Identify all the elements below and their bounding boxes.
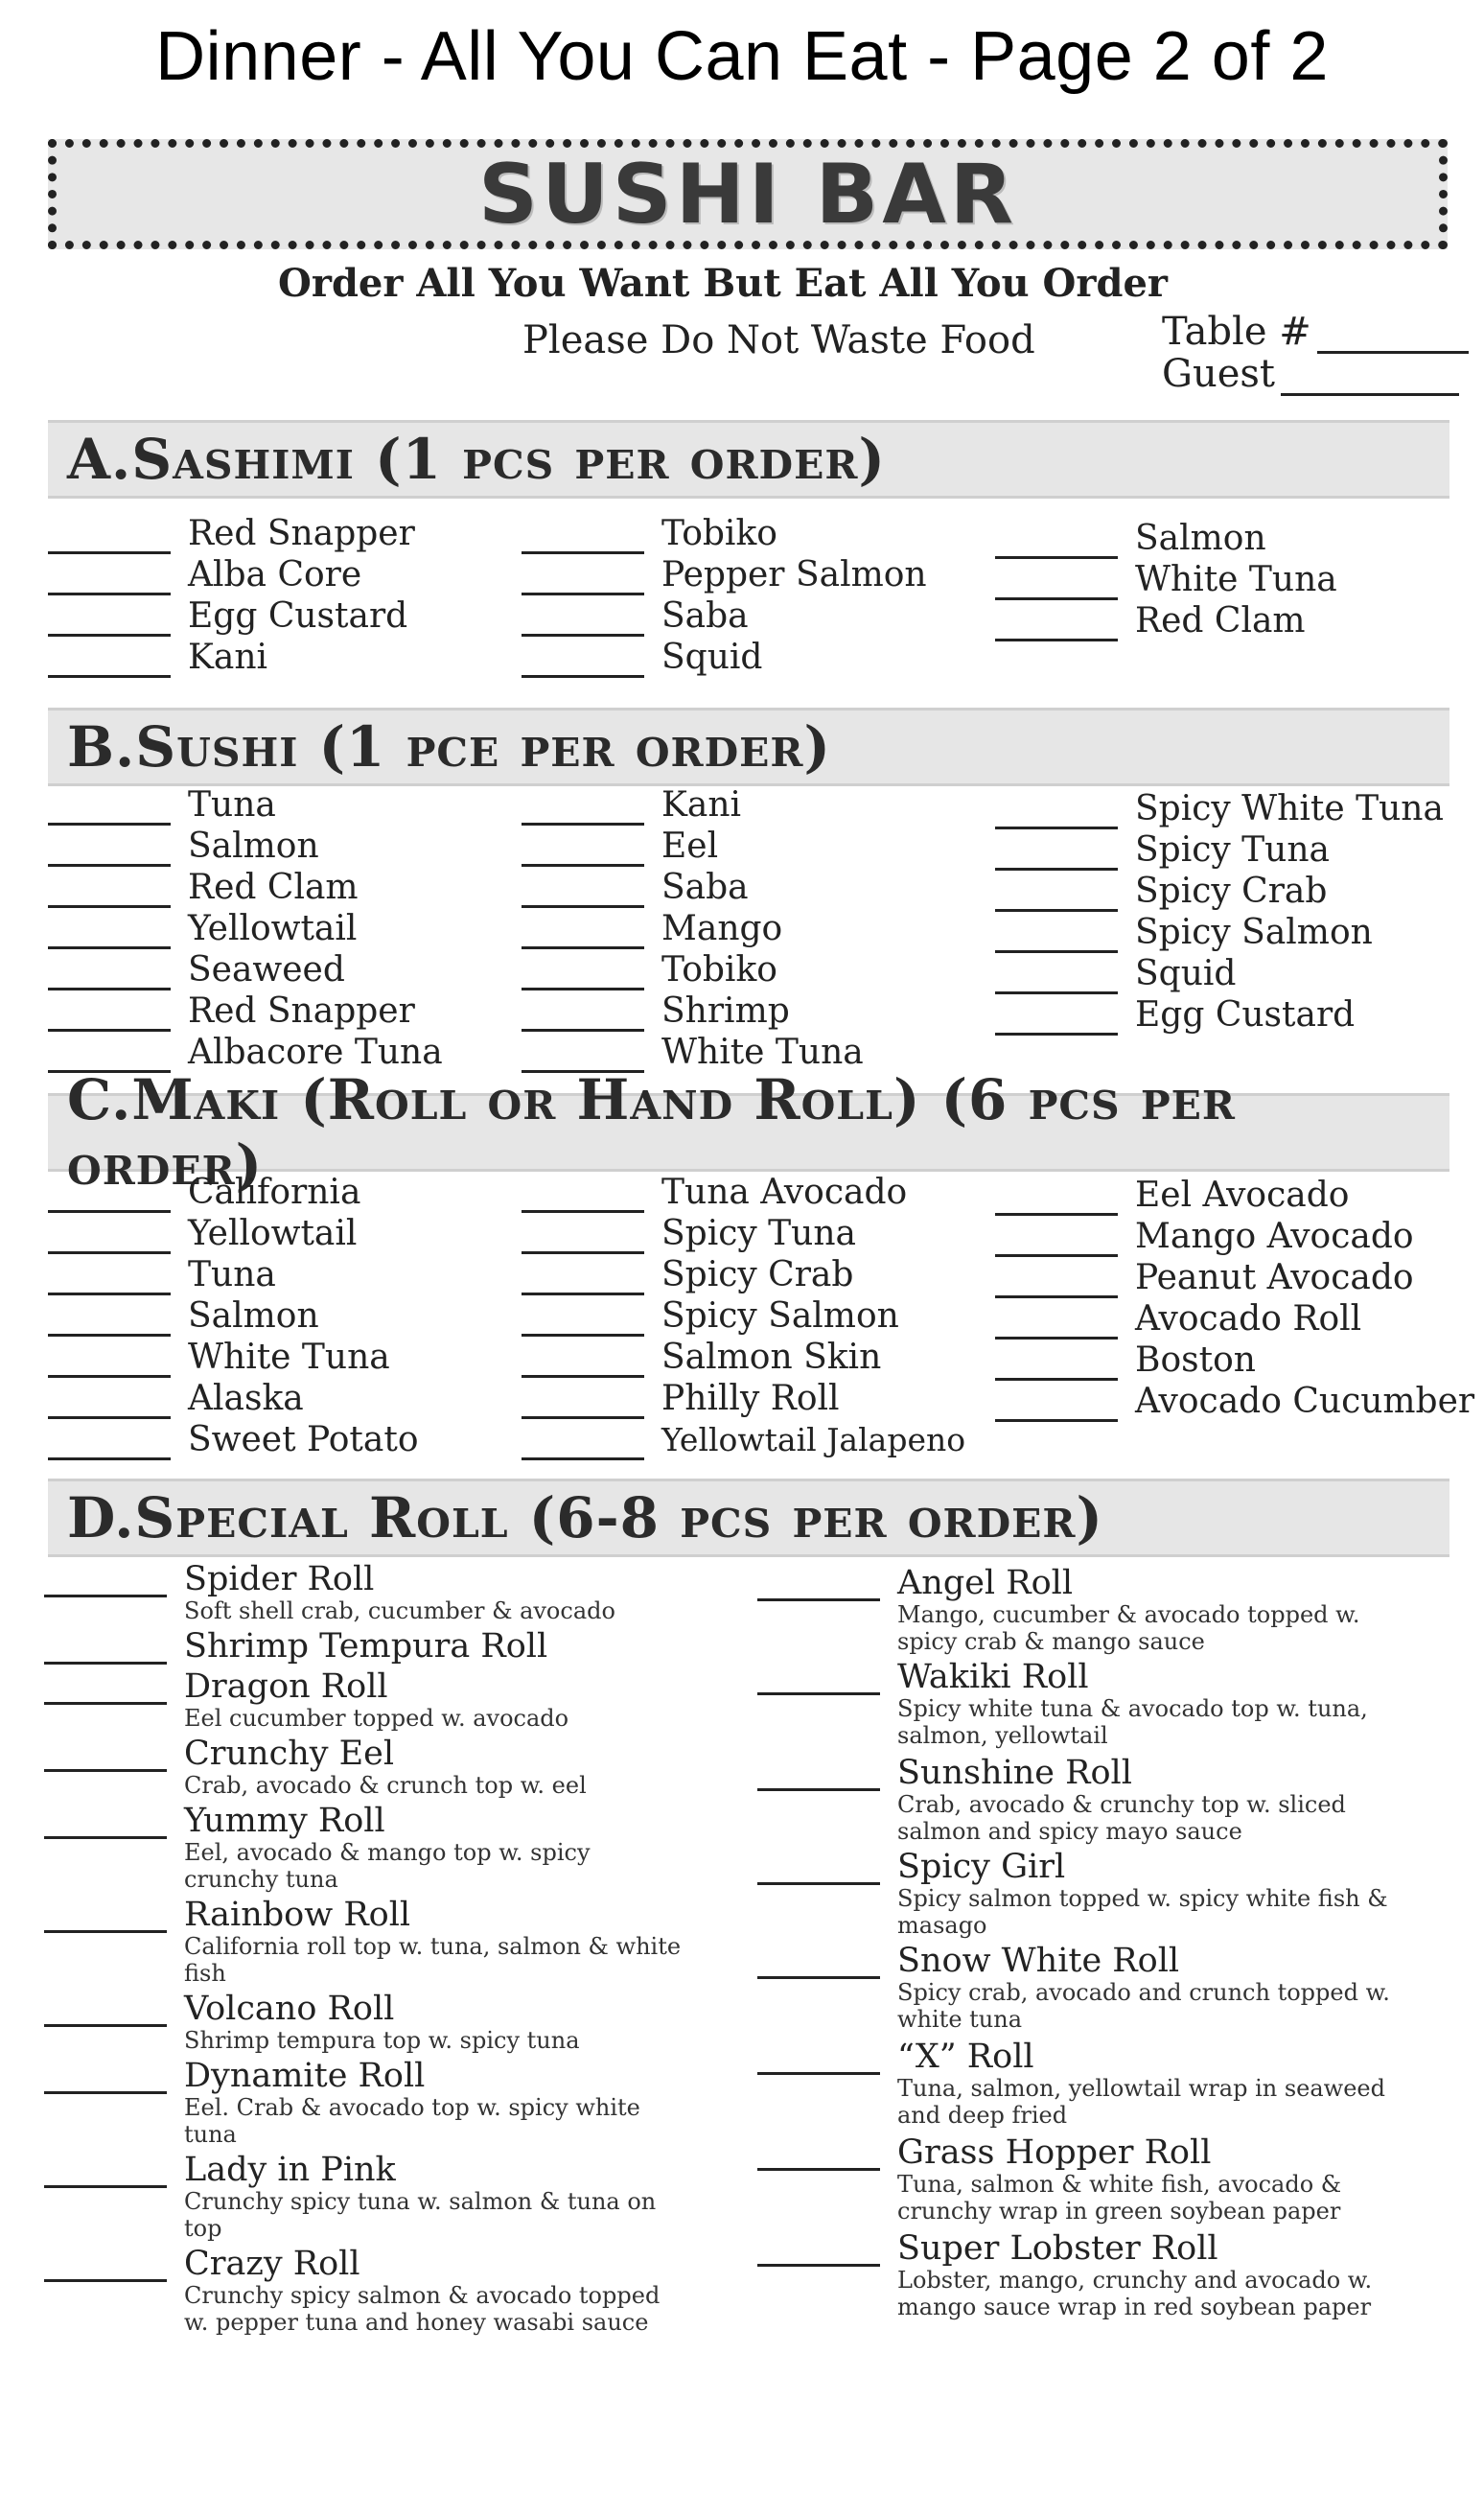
list-item[interactable]: Kani <box>522 784 864 826</box>
special-roll-item[interactable]: Crazy Roll Crunchy spicy salmon & avocado topped w. pepper tuna and honey wasabi sauce <box>44 2246 683 2336</box>
list-item[interactable]: Spicy Salmon <box>995 912 1444 953</box>
section-d-header: D.Special Roll (6-8 pcs per order) <box>48 1479 1449 1557</box>
list-item[interactable]: Red Snapper <box>48 990 443 1032</box>
special-roll-item[interactable]: Angel Roll Mango, cucumber & avocado topped w. spicy crab & mango sauce <box>757 1565 1396 1655</box>
table-guest-box <box>1162 312 1469 396</box>
section-a-col-1 <box>48 513 415 678</box>
list-item[interactable]: Tuna <box>48 784 443 826</box>
list-item[interactable]: Salmon <box>48 826 443 867</box>
special-roll-item[interactable]: Dynamite Roll Eel. Crab & avocado top w. spicy white tuna <box>44 2058 683 2148</box>
special-roll-item[interactable]: “X” Roll Tuna, salmon, yellowtail wrap in seaweed and deep fried <box>757 2039 1396 2129</box>
list-item[interactable]: Pepper Salmon <box>522 554 927 595</box>
page-title: Dinner - All You Can Eat - Page 2 of 2 <box>155 18 1329 95</box>
list-item[interactable]: Salmon Skin <box>522 1337 965 1378</box>
banner-title: SUSHI BAR <box>478 146 1017 243</box>
section-b-col-2 <box>522 784 864 1073</box>
list-item[interactable]: Egg Custard <box>48 595 415 637</box>
special-roll-item[interactable]: Yummy Roll Eel, avocado & mango top w. spicy crunchy tuna <box>44 1803 683 1893</box>
special-roll-item[interactable]: Lady in Pink Crunchy spicy tuna w. salmon & tuna on top <box>44 2152 683 2242</box>
list-item[interactable]: Shrimp <box>522 990 864 1032</box>
list-item[interactable]: White Tuna <box>522 1032 864 1073</box>
list-item[interactable]: Squid <box>522 637 927 678</box>
list-item[interactable]: Red Snapper <box>48 513 415 554</box>
no-waste-note: Please Do Not Waste Food <box>522 318 1035 362</box>
list-item[interactable]: Saba <box>522 867 864 908</box>
list-item[interactable]: Tuna <box>48 1254 419 1295</box>
special-roll-item[interactable]: Snow White Roll Spicy crab, avocado and crunch topped w. white tuna <box>757 1943 1396 2033</box>
list-item[interactable]: White Tuna <box>995 559 1337 600</box>
special-roll-item[interactable]: Volcano Roll Shrimp tempura top w. spicy tuna <box>44 1991 683 2054</box>
list-item[interactable]: Yellowtail <box>48 908 443 949</box>
section-b-col-1 <box>48 784 443 1073</box>
section-b-col-3 <box>995 788 1444 1036</box>
list-item[interactable]: Red Clam <box>995 600 1337 641</box>
special-roll-item[interactable]: Shrimp Tempura Roll <box>44 1628 683 1665</box>
list-item[interactable]: Yellowtail Jalapeno <box>522 1419 965 1460</box>
tagline: Order All You Want But Eat All You Order <box>278 261 1168 306</box>
list-item[interactable]: Peanut Avocado <box>995 1257 1474 1298</box>
special-roll-item[interactable]: Spider Roll Soft shell crab, cucumber & avocado <box>44 1561 683 1624</box>
special-roll-item[interactable]: Spicy Girl Spicy salmon topped w. spicy white fish & masago <box>757 1849 1396 1939</box>
list-item[interactable]: Red Clam <box>48 867 443 908</box>
list-item[interactable]: Squid <box>995 953 1444 994</box>
list-item[interactable]: Tobiko <box>522 949 864 990</box>
list-item[interactable]: Avocado Cucumber <box>995 1381 1474 1422</box>
list-item[interactable]: Alaska <box>48 1378 419 1419</box>
special-roll-item[interactable]: Rainbow Roll California roll top w. tuna, salmon & white fish <box>44 1897 683 1987</box>
list-item[interactable]: Yellowtail <box>48 1213 419 1254</box>
list-item[interactable]: Salmon <box>995 518 1337 559</box>
list-item[interactable]: Spicy Tuna <box>995 829 1444 871</box>
section-a-col-3 <box>995 518 1337 641</box>
special-roll-item[interactable]: Sunshine Roll Crab, avocado & crunchy top w. sliced salmon and spicy mayo sauce <box>757 1755 1396 1845</box>
table-label: Table # <box>1162 310 1311 354</box>
special-roll-item[interactable]: Super Lobster Roll Lobster, mango, crunchy and avocado w. mango sauce wrap in red soybean paper <box>757 2230 1396 2320</box>
section-c-col-3 <box>995 1175 1474 1422</box>
list-item[interactable]: Mango <box>522 908 864 949</box>
section-a-col-2 <box>522 513 927 678</box>
list-item[interactable]: Spicy Salmon <box>522 1295 965 1337</box>
sushi-bar-banner <box>48 139 1448 249</box>
special-roll-item[interactable]: Grass Hopper Roll Tuna, salmon & white fish, avocado & crunchy wrap in green soybean paper <box>757 2134 1396 2225</box>
list-item[interactable]: Albacore Tuna <box>48 1032 443 1073</box>
section-c-col-1 <box>48 1172 419 1460</box>
list-item[interactable]: Tobiko <box>522 513 927 554</box>
list-item[interactable]: California <box>48 1172 419 1213</box>
list-item[interactable]: Kani <box>48 637 415 678</box>
list-item[interactable]: White Tuna <box>48 1337 419 1378</box>
special-roll-item[interactable]: Crunchy Eel Crab, avocado & crunch top w. eel <box>44 1736 683 1799</box>
table-number-field[interactable] <box>1317 318 1469 354</box>
guest-label: Guest <box>1162 352 1275 396</box>
list-item[interactable]: Spicy Tuna <box>522 1213 965 1254</box>
list-item[interactable]: Spicy Crab <box>995 871 1444 912</box>
list-item[interactable]: Salmon <box>48 1295 419 1337</box>
list-item[interactable]: Alba Core <box>48 554 415 595</box>
list-item[interactable]: Philly Roll <box>522 1378 965 1419</box>
special-roll-item[interactable]: Dragon Roll Eel cucumber topped w. avocado <box>44 1668 683 1732</box>
list-item[interactable]: Egg Custard <box>995 994 1444 1036</box>
list-item[interactable]: Saba <box>522 595 927 637</box>
list-item[interactable]: Sweet Potato <box>48 1419 419 1460</box>
list-item[interactable]: Seaweed <box>48 949 443 990</box>
list-item[interactable]: Tuna Avocado <box>522 1172 965 1213</box>
list-item[interactable]: Boston <box>995 1340 1474 1381</box>
section-a-header: A.Sashimi (1 pcs per order) <box>48 420 1449 499</box>
section-c-col-2 <box>522 1172 965 1460</box>
list-item[interactable]: Eel <box>522 826 864 867</box>
section-c-header: C.Maki (Roll or Hand Roll) (6 pcs per order) <box>48 1093 1449 1172</box>
guest-count-field[interactable] <box>1281 361 1459 396</box>
section-b-header: B.Sushi (1 pce per order) <box>48 708 1449 786</box>
list-item[interactable]: Eel Avocado <box>995 1175 1474 1216</box>
list-item[interactable]: Spicy Crab <box>522 1254 965 1295</box>
special-roll-item[interactable]: Wakiki Roll Spicy white tuna & avocado top w. tuna, salmon, yellowtail <box>757 1659 1396 1749</box>
list-item[interactable]: Mango Avocado <box>995 1216 1474 1257</box>
list-item[interactable]: Spicy White Tuna <box>995 788 1444 829</box>
list-item[interactable]: Avocado Roll <box>995 1298 1474 1340</box>
